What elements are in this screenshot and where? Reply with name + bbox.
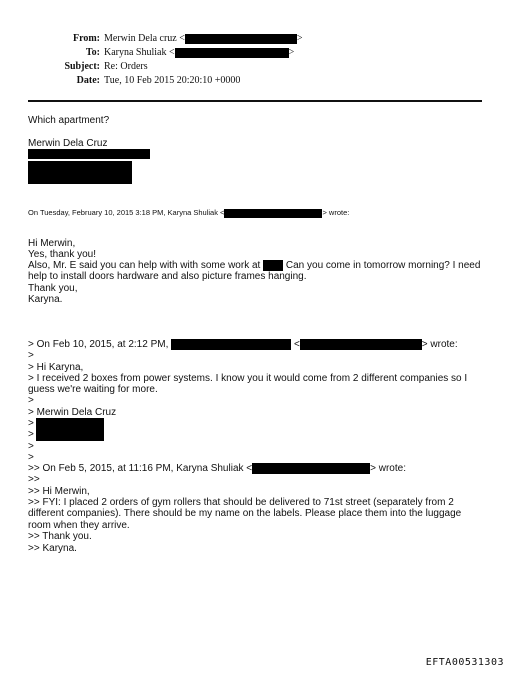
quote1-line: Hi Merwin, [28,238,76,249]
quote3-line: room when they arrive. [28,520,130,531]
quote2-line: > [28,429,34,440]
quote2-line: > I received 2 boxes from power systems. I know you it would come from 2 different companies so I [28,373,468,384]
redaction-block [224,209,322,218]
subject-value: Re: Orders [104,61,148,72]
quote3-line: >> Karyna. [28,543,77,554]
quote3-intro-suffix: > wrote: [370,463,406,475]
quote1-line-a: Also, Mr. E said you can help with with some work at [28,260,261,272]
email-header [0,32,303,92]
from-label: From: [72,33,100,44]
quote1-line: Yes, thank you! [28,249,97,260]
quote3-line: >> Hi Merwin, [28,486,90,497]
date-value: Tue, 10 Feb 2015 20:20:10 +0000 [104,75,241,86]
redaction-block [28,149,150,159]
redaction-block [185,34,297,44]
header-divider [28,100,482,102]
to-name: Karyna Shuliak < [104,47,175,58]
quote3-line: >> FYI: I placed 2 orders of gym rollers that should be delivered to 71st street (separately from 2 [28,497,454,508]
quote3-line: different companies). There should be my name on the labels. Please place them into the luggage [28,508,462,519]
reply-signature: Merwin Dela Cruz [28,138,108,149]
quote1-intro-prefix: On Tuesday, February 10, 2015 3:18 PM, Karyna Shuliak < [28,208,225,217]
quote2-line: guess we're waiting for more. [28,384,158,395]
redaction-block [252,463,370,474]
document-id: EFTA00531303 [425,657,504,668]
quote2-line: > [28,350,34,361]
reply-line: Which apartment? [28,115,110,126]
redaction-block [300,339,422,350]
to-close: > [288,47,295,58]
quote2-line: > [28,395,34,406]
quote2-line: > Merwin Dela Cruz [28,407,117,418]
quote3-intro [28,463,406,475]
quote1-line: help to install doors hardware and also picture frames hanging. [28,271,307,282]
quote2-intro [28,339,458,351]
quote2-intro-mid: < [293,339,300,351]
redaction-block [263,260,283,271]
quote3-intro-prefix: >> On Feb 5, 2015, at 11:16 PM, Karyna Shuliak < [28,463,253,475]
from-name: Merwin Dela cruz < [104,33,185,44]
quote2-line: > [28,418,34,429]
from-value [104,32,303,46]
quote3-line: >> Thank you. [28,531,92,542]
to-label: To: [85,47,100,58]
quote2-intro-suffix: > wrote: [421,339,458,351]
quote3-line: >> [28,474,40,485]
quote2-line: > [28,452,34,463]
quote1-line: Thank you, [28,283,78,294]
date-label: Date: [76,75,100,86]
quote2-line: > Hi Karyna, [28,362,84,373]
redaction-block [175,48,289,58]
to-value [104,46,294,60]
subject-label: Subject: [64,61,100,72]
from-close: > [296,33,303,44]
quote2-intro-prefix: > On Feb 10, 2015, at 2:12 PM, [28,339,169,351]
redaction-block [28,161,132,184]
quote2-line: > [28,441,34,452]
quote1-intro [28,207,349,219]
quote1-intro-suffix: > wrote: [322,208,350,217]
quote1-line-b: Can you come in tomorrow morning? I need [285,260,481,272]
redaction-block [171,339,291,350]
redaction-block [36,418,104,441]
quote1-line: Karyna. [28,294,63,305]
